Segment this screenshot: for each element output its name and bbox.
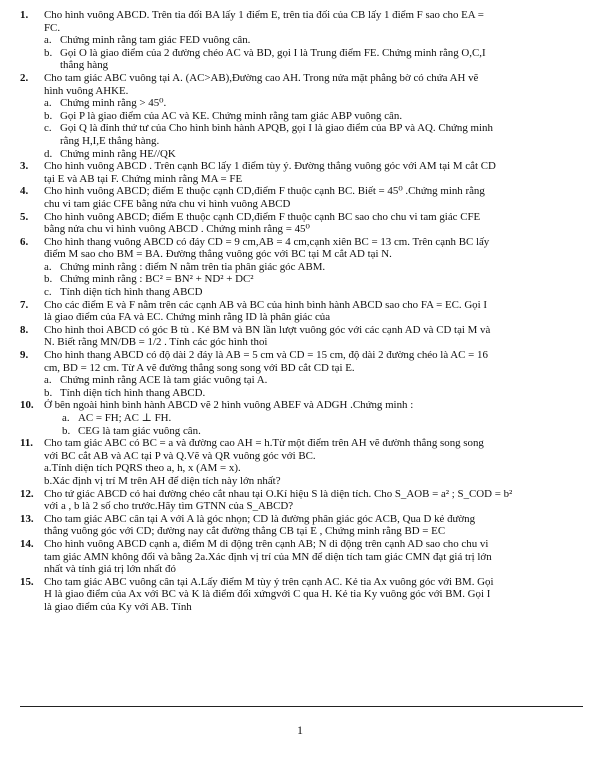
subquestion-text-line: Gọi Q là đỉnh thứ tư của Cho hình bình hành APQB, gọi I là giao điểm của BP và AQ. Chứng minh — [60, 122, 493, 135]
subquestion — [20, 122, 583, 147]
problem-text-line: Ở bên ngoài hình bình hành ABCD vẽ 2 hình vuông ABEF và ADGH .Chứng minh : — [44, 399, 414, 412]
problem-number: 13. — [20, 512, 34, 525]
problem-text-line: Cho hình vuông ABCD . Trên cạnh BC lấy 1 điểm tùy ý. Đường thẳng vuông góc với AM tại M cắt CD — [44, 160, 496, 173]
subquestion-label: a. — [44, 374, 52, 387]
problem-text-line: Cho hình thang vuông ABCD có đáy CD = 9 cm,AB = 4 cm,cạnh xiên BC = 13 cm. Trên cạnh BC lấy — [44, 235, 490, 248]
subquestion-label: c. — [44, 286, 52, 299]
problem-number: 10. — [20, 399, 34, 412]
subquestion-label: d. — [44, 147, 53, 160]
footer-divider — [20, 706, 583, 707]
problem-text-line: tại E và AB tại F. Chứng minh rằng MA = FE — [44, 172, 243, 185]
problem-number: 6. — [20, 235, 29, 248]
subquestion — [20, 425, 583, 438]
problem-number: 7. — [20, 298, 29, 311]
problem-item — [20, 299, 583, 324]
problem-text-line: b.Xác định vị trí M trên AH để diện tích này lớn nhất? — [44, 474, 281, 487]
subquestion-label: b. — [62, 424, 71, 437]
problem-number: 9. — [20, 349, 29, 362]
problem-text-line: chu vi tam giác CFE bằng nửa chu vi hình vuông ABCD — [44, 197, 291, 210]
subquestion-text-line: Gọi O là giao điểm của 2 đường chéo AC và BD, gọi I là Trung điểm FE. Chứng minh rằng O,C,I — [60, 46, 486, 59]
problem-item — [20, 437, 583, 487]
problem-number: 11. — [20, 437, 34, 450]
problem-text-line: Cho các điểm E và F nằm trên các cạnh AB và BC của hình bình hành ABCD sao cho FA = EC. Gọi I — [44, 298, 487, 311]
problem-item — [20, 538, 583, 576]
problem-text-line: Cho tam giác ABC cân tại A với A là góc nhọn; CD là đường phân giác góc ACB, Qua D kẻ đường — [44, 512, 476, 525]
problem-item — [20, 488, 583, 513]
problem-text-line: là giao điểm của Ky với AB. Tính — [44, 600, 192, 613]
subquestion-text-line: thẳng hàng — [60, 59, 109, 72]
problem-text-line: nhất và tính giá trị lớn nhất đó — [44, 563, 176, 576]
subquestion — [20, 374, 583, 387]
subquestion-text-line: AC = FH; AC ⊥ FH. — [78, 412, 172, 424]
subquestion-label: a. — [44, 260, 52, 273]
subquestion — [20, 34, 583, 47]
subquestion — [20, 148, 583, 161]
problem-item — [20, 211, 583, 236]
subquestion — [20, 97, 583, 110]
problem-item — [20, 185, 583, 210]
problem-item — [20, 160, 583, 185]
problem-text-line: Cho hình thang ABCD có độ dài 2 đáy là AB = 5 cm và CD = 15 cm, độ dài 2 đường chéo là AC = 16 — [44, 349, 488, 362]
problem-item — [20, 349, 583, 374]
problem-text-line: Cho hình vuông ABCD; điểm E thuộc cạnh CD,điểm F thuộc cạnh BC. Biết = 45⁰ .Chứng minh rằng — [44, 185, 485, 198]
problem-text-line: Cho hình vuông ABCD cạnh a, điểm M di động trên cạnh AB; N di động trên cạnh AD sao cho chu vi — [44, 537, 489, 550]
problem-list — [20, 9, 583, 614]
problem-number: 3. — [20, 160, 29, 173]
problem-number: 5. — [20, 210, 29, 223]
problem-number: 15. — [20, 575, 34, 588]
page-number: 1 — [297, 723, 303, 737]
subquestion — [20, 387, 583, 400]
problem-number: 2. — [20, 71, 29, 84]
subquestion-text-line: Tính diện tích hình thang ABCD. — [60, 386, 206, 399]
problem-text-line: N. Biết rằng MN/DB = 1/2 . Tính các góc hình thoi — [44, 336, 268, 349]
subquestion-label: b. — [44, 109, 53, 122]
subquestion-label: a. — [44, 97, 52, 110]
problem-item — [20, 513, 583, 538]
problem-text-line: a.Tính diện tích PQRS theo a, h, x (AM = x). — [44, 462, 241, 475]
subquestion — [20, 261, 583, 274]
problem-text-line: hình vuông AHKE. — [44, 84, 129, 97]
problem-text-line: Cho hình vuông ABCD; điểm E thuộc cạnh CD,điểm F thuộc cạnh BC sao cho chu vi tam giác CFE — [44, 210, 481, 223]
problem-text-line: H là giao điểm của Ax với BC và K là điểm đối xứngvới C qua H. Kẻ tia Ky vuông góc với BM. Gọi I — [44, 588, 491, 601]
problem-text-line: FC. — [44, 21, 61, 34]
problem-text-line: thẳng vuông góc với CD; đường nay cắt đường thẳng CB tại E , Chứng minh rằng BD = EC — [44, 525, 446, 538]
subquestion-text-line: Chứng minh rằng : điểm N nằm trên tia phân giác góc ABM. — [60, 260, 326, 273]
subquestion-label: a. — [44, 34, 52, 47]
problem-text-line: với BC cắt AB và AC tại P và Q.Vẽ và QR vuông góc với BC. — [44, 449, 316, 462]
subquestion-text-line: Chứng minh rằng > 45⁰. — [60, 97, 167, 110]
subquestion-text-line: rằng H,I,E thẳng hàng. — [60, 134, 160, 147]
problem-text-line: Cho hình vuông ABCD. Trên tia đối BA lấy 1 điểm E, trên tia đối của CB lấy 1 điểm F sao cho EA = — [44, 9, 484, 21]
problem-number: 12. — [20, 487, 34, 500]
subquestion-label: b. — [44, 386, 53, 399]
subquestion-text-line: Chứng minh rằng : BC² = BN² + ND² + DC² — [60, 273, 254, 286]
problem-text-line: là giao điểm của FA và EC. Chứng minh rằng ID là phân giác của — [44, 311, 331, 324]
subquestion — [20, 110, 583, 123]
problem-text-line: Cho tứ giác ABCD có hai đường chéo cắt nhau tại O.Kí hiệu S là diện tích. Cho S_AOB = a² ; S_COD = b² — [44, 487, 513, 500]
subquestion-text-line: CEG là tam giác vuông cân. — [78, 424, 201, 437]
problem-item — [20, 576, 583, 614]
problem-item — [20, 399, 583, 412]
problem-text-line: điểm M sao cho BM = BA. Đường thẳng vuông góc với BC tại M cắt AD tại N. — [44, 248, 392, 261]
problem-text-line: Cho tam giác ABC có BC = a và đường cao AH = h.Từ một điểm trên AH vẽ đườnh thẳng song song — [44, 437, 484, 450]
problem-text-line: tam giác AMN không đổi và bằng 2a.Xác định vị trí của MN để diện tích tam giác CMN đạt giá trị lớn — [44, 550, 492, 563]
subquestion-text-line: Chứng minh rằng tam giác FED vuông cân. — [60, 34, 251, 47]
problem-item — [20, 324, 583, 349]
subquestion-label: b. — [44, 273, 53, 286]
problem-text-line: cm, BD = 12 cm. Từ A vẽ đường thẳng song song với BD cắt CD tại E. — [44, 361, 355, 374]
subquestion-text-line: Chứng minh rằng ACE là tam giác vuông tại A. — [60, 374, 268, 387]
subquestion-label: c. — [44, 122, 52, 135]
problem-number: 1. — [20, 9, 29, 21]
subquestion — [20, 286, 583, 299]
problem-item — [20, 72, 583, 97]
subquestion-text-line: Chứng minh rằng HE//QK — [60, 147, 176, 160]
problem-item — [20, 236, 583, 261]
subquestion — [20, 412, 583, 425]
problem-text-line: bằng nửa chu vi hình vuông ABCD . Chứng minh rằng = 45⁰ — [44, 223, 310, 236]
problem-text-line: Cho hình thoi ABCD có góc B tù . Kẻ BM và BN lần lượt vuông góc với các cạnh AD và CD tại M và — [44, 323, 491, 336]
subquestion — [20, 47, 583, 72]
subquestion-text-line: Gọi P là giao điểm của AC và KE. Chứng minh rằng tam giác ABP vuông cân. — [60, 109, 403, 122]
problem-number: 4. — [20, 185, 29, 198]
problem-text-line: Cho tam giác ABC vuông cân tại A.Lấy điểm M tùy ý trên cạnh AC. Kẻ tia Ax vuông góc với BM. Gọi — [44, 575, 494, 588]
problem-number: 8. — [20, 323, 29, 336]
subquestion-text-line: Tính diện tích hình thang ABCD — [60, 286, 203, 299]
subquestion — [20, 273, 583, 286]
subquestion-label: a. — [62, 412, 70, 424]
problem-number: 14. — [20, 537, 34, 550]
problem-text-line: với a , b là 2 số cho trước.Hãy tìm GTNN của S_ABCD? — [44, 500, 294, 513]
problem-item — [20, 9, 583, 34]
subquestion-label: b. — [44, 46, 53, 59]
problem-text-line: Cho tam giác ABC vuông tại A. (AC>AB),Đường cao AH. Trong nửa mặt phẳng bờ có chứa AH vẽ — [44, 71, 479, 84]
